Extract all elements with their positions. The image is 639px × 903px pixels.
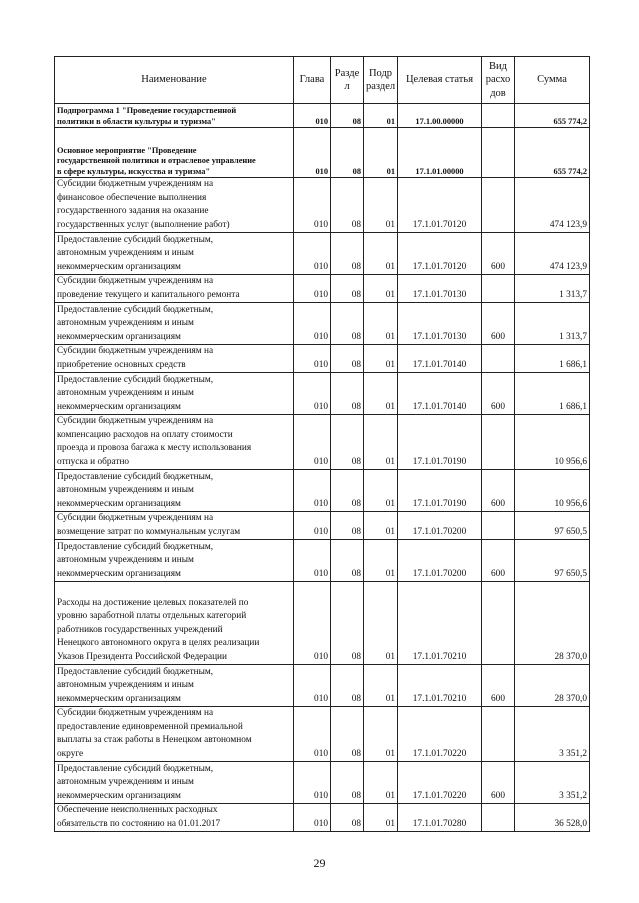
- row-name: Предоставление субсидий бюджетным, автономным учреждениям и иным некоммерческим организациям: [55, 233, 294, 275]
- row-section: 08: [331, 762, 364, 804]
- row-target: 17.1.01.70130: [398, 275, 482, 303]
- row-target: 17.1.01.70120: [398, 233, 482, 275]
- row-subsection: 01: [364, 345, 398, 373]
- row-sum: 474 123,9: [515, 178, 590, 233]
- row-type: 600: [482, 233, 515, 275]
- row-target: 17.1.01.70140: [398, 345, 482, 373]
- row-type: [482, 275, 515, 303]
- row-name: Предоставление субсидий бюджетным, автономным учреждениям и иным некоммерческим организациям: [55, 540, 294, 582]
- row-target: 17.1.01.70220: [398, 707, 482, 762]
- row-section: 08: [331, 470, 364, 512]
- row-chapter: 010: [294, 804, 331, 832]
- header-row: [55, 57, 590, 104]
- row-sum: 10 956,6: [515, 415, 590, 470]
- row-name: Субсидии бюджетным учреждениям на компенсацию расходов на оплату стоимости проезда и провоза багажа к месту использования отпуска и обратно: [55, 415, 294, 470]
- row-section: 08: [331, 707, 364, 762]
- table-row: [55, 373, 590, 415]
- row-chapter: 010: [294, 373, 331, 415]
- row-target: 17.1.01.70190: [398, 415, 482, 470]
- row-name: Предоставление субсидий бюджетным, автономным учреждениям и иным некоммерческим организациям: [55, 665, 294, 707]
- table-row: [55, 345, 590, 373]
- header-type: Вид расхо дов: [482, 57, 515, 104]
- row-section: 08: [331, 512, 364, 540]
- row-subsection: 01: [364, 470, 398, 512]
- row-subsection: 01: [364, 665, 398, 707]
- row-section: 08: [331, 582, 364, 665]
- table-row: [55, 233, 590, 275]
- header-name: Наименование: [55, 57, 294, 104]
- row-subsection: 01: [364, 373, 398, 415]
- row-section: 08: [331, 303, 364, 345]
- row-type: [482, 804, 515, 832]
- row-subsection: 01: [364, 128, 398, 178]
- row-name: Субсидии бюджетным учреждениям на приобретение основных средств: [55, 345, 294, 373]
- row-target: 17.1.01.70210: [398, 582, 482, 665]
- row-section: 08: [331, 345, 364, 373]
- row-name: Предоставление субсидий бюджетным, автономным учреждениям и иным некоммерческим организациям: [55, 470, 294, 512]
- row-target: 17.1.01.70120: [398, 178, 482, 233]
- row-chapter: 010: [294, 128, 331, 178]
- table-row: [55, 104, 590, 128]
- row-target: 17.1.01.70200: [398, 512, 482, 540]
- row-chapter: 010: [294, 762, 331, 804]
- row-section: 08: [331, 415, 364, 470]
- header-target: Целевая статья: [398, 57, 482, 104]
- row-name: Обеспечение неисполненных расходных обязательств по состоянию на 01.01.2017: [55, 804, 294, 832]
- row-sum: 3 351,2: [515, 707, 590, 762]
- row-section: 08: [331, 373, 364, 415]
- table-row: [55, 804, 590, 832]
- row-subsection: 01: [364, 233, 398, 275]
- table-row: [55, 540, 590, 582]
- table-row: [55, 665, 590, 707]
- row-subsection: 01: [364, 582, 398, 665]
- row-sum: 28 370,0: [515, 582, 590, 665]
- row-chapter: 010: [294, 512, 331, 540]
- page-number: 29: [313, 856, 326, 870]
- row-sum: 28 370,0: [515, 665, 590, 707]
- row-target: 17.1.01.70140: [398, 373, 482, 415]
- row-section: 08: [331, 104, 364, 128]
- row-type: 600: [482, 373, 515, 415]
- header-sum: Сумма: [515, 57, 590, 104]
- table-row: [55, 470, 590, 512]
- row-subsection: 01: [364, 275, 398, 303]
- row-subsection: 01: [364, 707, 398, 762]
- table-row: [55, 707, 590, 762]
- table-row: [55, 303, 590, 345]
- budget-table: [54, 56, 590, 832]
- row-target: 17.1.01.00000: [398, 128, 482, 178]
- table-row: [55, 762, 590, 804]
- row-sum: 3 351,2: [515, 762, 590, 804]
- row-target: 17.1.01.70220: [398, 762, 482, 804]
- table-row: [55, 415, 590, 470]
- row-type: [482, 582, 515, 665]
- row-chapter: 010: [294, 415, 331, 470]
- row-name: Субсидии бюджетным учреждениям на возмещение затрат по коммунальным услугам: [55, 512, 294, 540]
- row-subsection: 01: [364, 512, 398, 540]
- row-subsection: 01: [364, 303, 398, 345]
- row-name: Предоставление субсидий бюджетным, автономным учреждениям и иным некоммерческим организациям: [55, 762, 294, 804]
- row-section: 08: [331, 804, 364, 832]
- header-section: Разде л: [331, 57, 364, 104]
- row-type: [482, 178, 515, 233]
- row-sum: 1 313,7: [515, 275, 590, 303]
- row-chapter: 010: [294, 303, 331, 345]
- row-chapter: 010: [294, 540, 331, 582]
- header-subsection: Подр раздел: [364, 57, 398, 104]
- row-type: [482, 707, 515, 762]
- row-section: 08: [331, 540, 364, 582]
- row-target: 17.1.01.70280: [398, 804, 482, 832]
- row-sum: 1 313,7: [515, 303, 590, 345]
- row-chapter: 010: [294, 470, 331, 512]
- row-section: 08: [331, 275, 364, 303]
- row-name: Основное мероприятие "Проведение государственной политики и отраслевое управление в сфере культуры, искусства и туризма": [55, 128, 294, 178]
- table-row: [55, 582, 590, 665]
- row-sum: 655 774,2: [515, 104, 590, 128]
- row-target: 17.1.01.70200: [398, 540, 482, 582]
- row-name: Предоставление субсидий бюджетным, автономным учреждениям и иным некоммерческим организациям: [55, 303, 294, 345]
- row-section: 08: [331, 128, 364, 178]
- row-target: 17.1.00.00000: [398, 104, 482, 128]
- row-sum: 97 650,5: [515, 540, 590, 582]
- row-subsection: 01: [364, 104, 398, 128]
- row-subsection: 01: [364, 762, 398, 804]
- row-chapter: 010: [294, 582, 331, 665]
- header-chapter: Глава: [294, 57, 331, 104]
- row-type: 600: [482, 762, 515, 804]
- row-target: 17.1.01.70130: [398, 303, 482, 345]
- row-section: 08: [331, 178, 364, 233]
- row-subsection: 01: [364, 178, 398, 233]
- row-section: 08: [331, 665, 364, 707]
- row-type: 600: [482, 470, 515, 512]
- row-name: Предоставление субсидий бюджетным, автономным учреждениям и иным некоммерческим организациям: [55, 373, 294, 415]
- row-name: Субсидии бюджетным учреждениям на предоставление единовременной премиальной выплаты за стаж работы в Ненецком автономном округе: [55, 707, 294, 762]
- row-chapter: 010: [294, 707, 331, 762]
- row-type: [482, 415, 515, 470]
- row-chapter: 010: [294, 104, 331, 128]
- row-type: 600: [482, 303, 515, 345]
- row-target: 17.1.01.70210: [398, 665, 482, 707]
- row-section: 08: [331, 233, 364, 275]
- row-target: 17.1.01.70190: [398, 470, 482, 512]
- row-sum: 1 686,1: [515, 373, 590, 415]
- row-sum: 97 650,5: [515, 512, 590, 540]
- row-subsection: 01: [364, 540, 398, 582]
- row-type: [482, 128, 515, 178]
- row-name: Подпрограмма 1 "Проведение государственной политики в области культуры и туризма": [55, 104, 294, 128]
- row-chapter: 010: [294, 665, 331, 707]
- row-subsection: 01: [364, 415, 398, 470]
- row-chapter: 010: [294, 178, 331, 233]
- row-type: [482, 345, 515, 373]
- row-chapter: 010: [294, 233, 331, 275]
- row-name: Расходы на достижение целевых показателей по уровню заработной платы отдельных категорий работников государственных учреждений Ненецкого автономного округа в целях реализации Указов Президента Российской Федерации: [55, 582, 294, 665]
- table-row: [55, 275, 590, 303]
- table-row: [55, 512, 590, 540]
- table-row: [55, 128, 590, 178]
- row-chapter: 010: [294, 275, 331, 303]
- row-sum: 1 686,1: [515, 345, 590, 373]
- row-type: 600: [482, 540, 515, 582]
- row-chapter: 010: [294, 345, 331, 373]
- row-type: [482, 104, 515, 128]
- row-sum: 10 956,6: [515, 470, 590, 512]
- row-sum: 474 123,9: [515, 233, 590, 275]
- row-sum: 36 528,0: [515, 804, 590, 832]
- row-name: Субсидии бюджетным учреждениям на финансовое обеспечение выполнения государственного задания на оказание государственных услуг (выполнение работ): [55, 178, 294, 233]
- row-sum: 655 774,2: [515, 128, 590, 178]
- table-row: [55, 178, 590, 233]
- row-name: Субсидии бюджетным учреждениям на проведение текущего и капитального ремонта: [55, 275, 294, 303]
- row-type: [482, 512, 515, 540]
- row-subsection: 01: [364, 804, 398, 832]
- row-type: 600: [482, 665, 515, 707]
